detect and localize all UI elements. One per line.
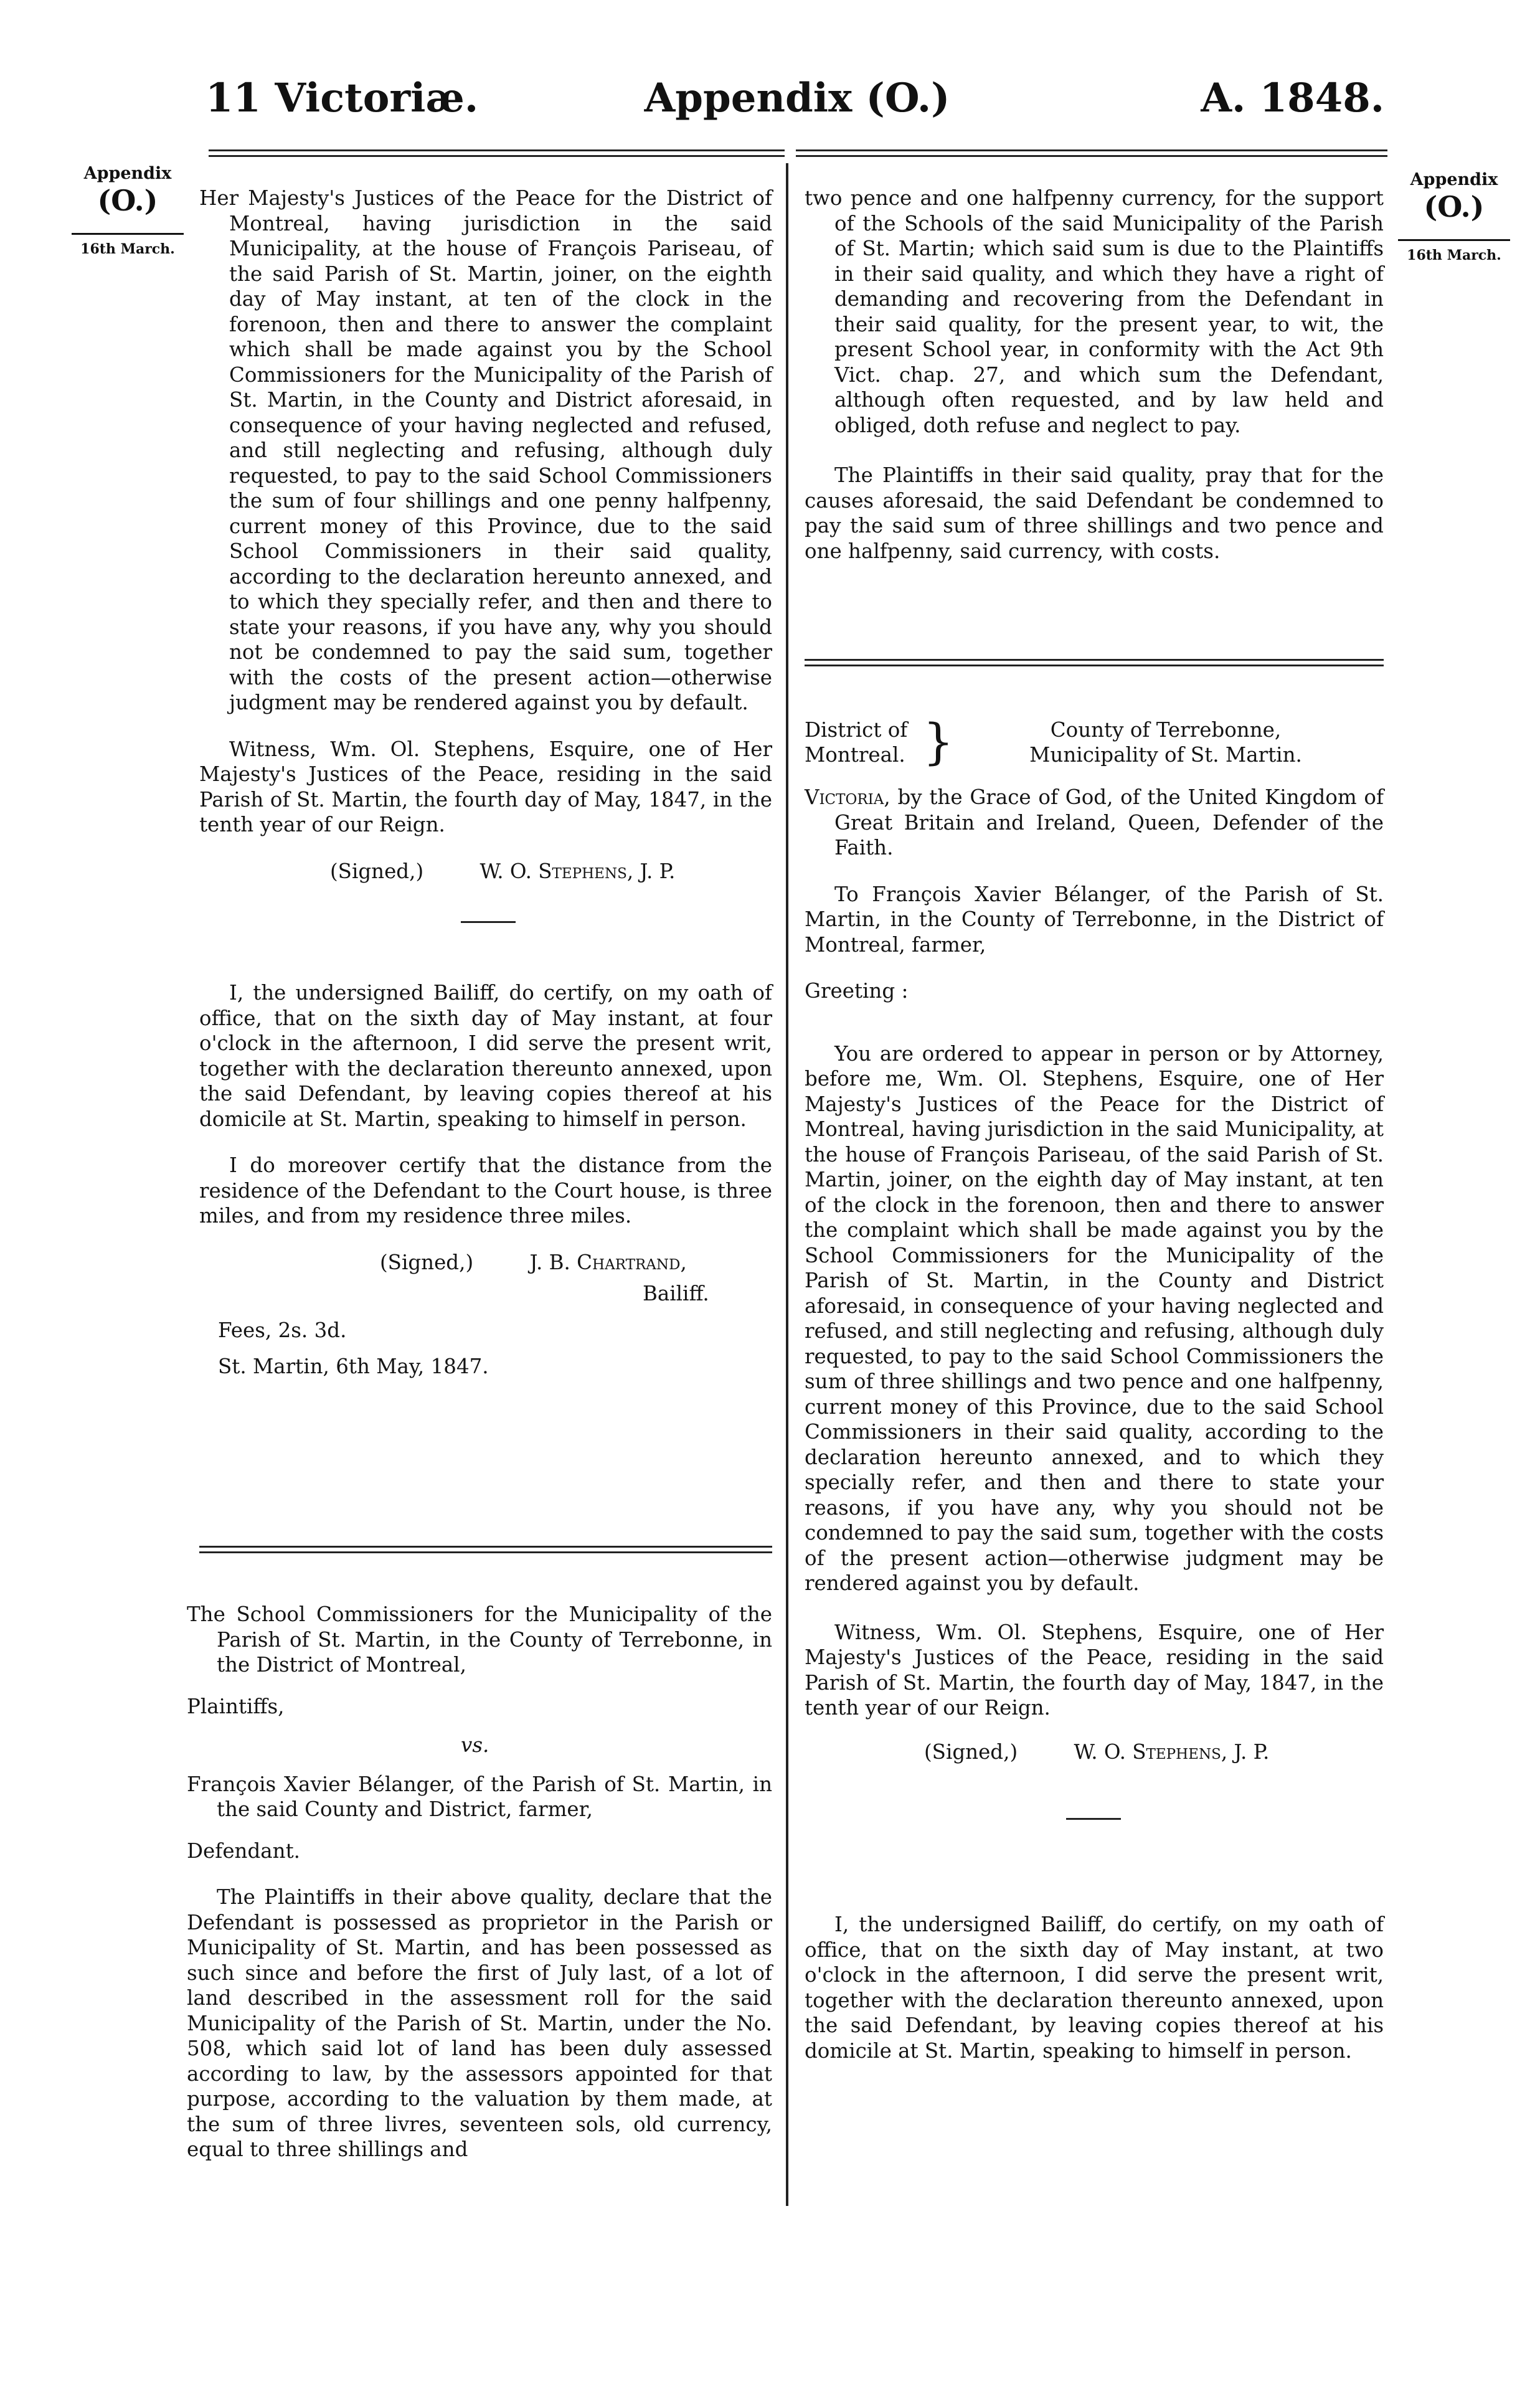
plaintiffs-description: The School Commissioners for the Municipality of the Parish of St. Martin, in the County of Terrebonne, in the District of Montreal, bbox=[187, 1602, 772, 1677]
prayer-clause: The Plaintiffs in their said quality, pray that for the causes aforesaid, the said Defendant be condemned to pay the said sum of three shillings and two pence and one halfpenny, said currency, with costs. bbox=[805, 463, 1384, 563]
addressee: To François Xavier Bélanger, of the Parish of St. Martin, in the County of Terrebonne, in the District of Montreal, farmer, bbox=[805, 882, 1384, 957]
column-divider bbox=[786, 163, 788, 2206]
royal-style bbox=[805, 785, 1384, 861]
district-line-1: District of bbox=[805, 718, 908, 742]
section-double-rule-left bbox=[199, 1546, 772, 1553]
header-double-rule-left bbox=[209, 149, 785, 157]
district-heading bbox=[805, 714, 1384, 770]
defendant-description: François Xavier Bélanger, of the Parish of St. Martin, in the said County and District, farmer, bbox=[187, 1772, 772, 1821]
left-column-declaration bbox=[187, 1602, 772, 2162]
margin-date: 16th March. bbox=[80, 241, 175, 257]
declaration-start: The Plaintiffs in their above quality, declare that the Defendant is possessed as proprietor in the Parish or Municipality of St. Martin, and has been possessed as such since and before the first of July last, of a lot of land described in the assessment roll for the said Municipality of the Parish of St. Martin, under the No. 508, which said lot of land has been duly assessed according to law, by the assessors appointed for that purpose, according to the valuation by them made, at the sum of three livres, seventeen sols, old currency, equal to three shillings and bbox=[187, 1885, 772, 2161]
witness-clause: Witness, Wm. Ol. Stephens, Esquire, one of Her Majesty's Justices of the Peace, residing in the said Parish of St. Martin, the fourth day of May, 1847, in the tenth year of our Reign. bbox=[199, 737, 772, 836]
district-line-2: Montreal. bbox=[805, 743, 905, 767]
right-column-summons bbox=[805, 714, 1384, 2063]
margin-appendix-letter: (O.) bbox=[1424, 190, 1485, 224]
section-double-rule-right bbox=[805, 659, 1384, 666]
plaintiffs-label: Plaintiffs, bbox=[187, 1694, 285, 1718]
margin-appendix-letter: (O.) bbox=[97, 184, 158, 217]
place-date: St. Martin, 6th May, 1847. bbox=[218, 1355, 489, 1378]
summons-continued: Her Majesty's Justices of the Peace for the District of Montreal, having jurisdiction in the said Municipality, at the house of François Pariseau, of the said Parish of St. Martin, joiner, on the eighth day of May instant, at ten of the clock in the forenoon, then and there to answer the complaint which shall be made against you by the School Commissioners for the Municipality of the Parish of St. Martin, in the County and District aforesaid, in consequence of your having neglected and refused, and still neglecting and refusing, although duly requested, to pay to the said School Commissioners the sum of four shillings and one penny halfpenny, current money of this Province, due to the said School Commissioners in their said quality, according to the declaration hereunto annexed, and to which they specially refer, and then and there to state your reasons, if you have any, why you should not be condemned to pay the said sum, together with the costs of the present action—otherwise judgment may be rendered against you by default. bbox=[199, 186, 772, 714]
bailiff-signature bbox=[199, 1250, 772, 1275]
header-double-rule-right bbox=[796, 149, 1387, 157]
victoria-title: by the Grace of God, of the United Kingdom of Great Britain and Ireland, Queen, Defender of the Faith. bbox=[834, 785, 1384, 859]
bailiff-certificate: I, the undersigned Bailiff, do certify, on my oath of office, that on the sixth day of May instant, at four o'clock in the afternoon, I did serve the present writ, together with the declaration thereunto annexed, upon the said Defendant, by leaving copies thereof at his domicile at St. Martin, speaking to himself in person. bbox=[199, 981, 772, 1131]
victoria-word: Victoria, bbox=[805, 785, 890, 809]
summons-body: You are ordered to appear in person or by Attorney, before me, Wm. Ol. Stephens, Esquire, one of Her Majesty's Justices of the Peace for the District of Montreal, having jurisdiction in the said Municipality, at the house of François Pariseau, of the said Parish of St. Martin, joiner, on the eighth day of May instant, at ten of the clock in the forenoon, then and there to answer the complaint which shall be made against you by the School Commissioners for the Municipality of the Parish of St. Martin, in the County and District aforesaid, in consequence of your having neglected and refused, and still neglecting and refusing, although duly requested, to pay to the said School Commissioners the sum of three shillings and two pence and one halfpenny, current money of this Province, due to the said School Commissioners in their said quality, according to the declaration hereunto annexed, and to which they specially refer, and then and there to state your reasons, if you have any, why you should not be condemned to pay the said sum, together with the costs of the present action—otherwise judgment may be rendered against you by default. bbox=[805, 1041, 1384, 1595]
margin-date: 16th March. bbox=[1407, 247, 1501, 263]
witness-clause: Witness, Wm. Ol. Stephens, Esquire, one of Her Majesty's Justices of the Peace, residing in the said Parish of St. Martin, the fourth day of May, 1847, in the tenth year of our Reign. bbox=[805, 1620, 1384, 1720]
distance-certificate: I do moreover certify that the distance from the residence of the Defendant to the Court house, is three miles, and from my residence three miles. bbox=[199, 1153, 772, 1228]
justice-signature bbox=[805, 1739, 1384, 1765]
fees: Fees, 2s. 3d. bbox=[218, 1318, 347, 1342]
margin-note-right bbox=[1392, 169, 1516, 266]
declaration-continued: two pence and one halfpenny currency, for the support of the Schools of the said Municipality of the Parish of St. Martin; which said sum is due to the Plaintiffs in their said quality, and which they have a right of demanding and recovering from the Defendant in their said quality, for the present year, to wit, the present School year, in conformity with the Act 9th Vict. chap. 27, and which sum the Defendant, although often requested, and by law held and obliged, doth refuse and neglect to pay. bbox=[805, 186, 1384, 437]
district-brace: } bbox=[923, 714, 954, 770]
signatory-name: W. O. Stephens, J. P. bbox=[1074, 1739, 1270, 1764]
bailiff-title: Bailiff. bbox=[643, 1282, 709, 1305]
justice-signature bbox=[199, 859, 772, 884]
defendant-label: Defendant. bbox=[187, 1838, 300, 1863]
versus: vs. bbox=[461, 1733, 489, 1757]
signed-label: (Signed,) bbox=[330, 859, 424, 883]
left-column bbox=[199, 186, 772, 1379]
municipality-name: Municipality of St. Martin. bbox=[1029, 743, 1302, 767]
right-column bbox=[805, 186, 1384, 564]
running-head-left: 11 Victoriæ. bbox=[205, 75, 479, 121]
margin-appendix-label: Appendix bbox=[1410, 170, 1498, 189]
margin-brace bbox=[72, 219, 184, 235]
margin-appendix-label: Appendix bbox=[83, 164, 172, 183]
running-head-title: Appendix (O.) bbox=[644, 75, 950, 121]
running-head-year: A. 1848. bbox=[1201, 75, 1384, 121]
signatory-name: W. O. Stephens, J. P. bbox=[479, 859, 676, 883]
margin-note-left bbox=[65, 163, 190, 260]
county-name: County of Terrebonne, bbox=[1050, 718, 1282, 742]
bailiff-name: J. B. Chartrand, bbox=[529, 1250, 687, 1274]
signed-label: (Signed,) bbox=[380, 1250, 474, 1274]
margin-brace bbox=[1398, 225, 1510, 241]
bailiff-certificate: I, the undersigned Bailiff, do certify, on my oath of office, that on the sixth day of May instant, at two o'clock in the afternoon, I did serve the present writ, together with the declaration thereunto annexed, upon the said Defendant, by leaving copies thereof at his domicile at St. Martin, speaking to himself in person. bbox=[805, 1913, 1384, 2063]
greeting: Greeting : bbox=[805, 979, 909, 1003]
signed-label: (Signed,) bbox=[924, 1739, 1018, 1764]
